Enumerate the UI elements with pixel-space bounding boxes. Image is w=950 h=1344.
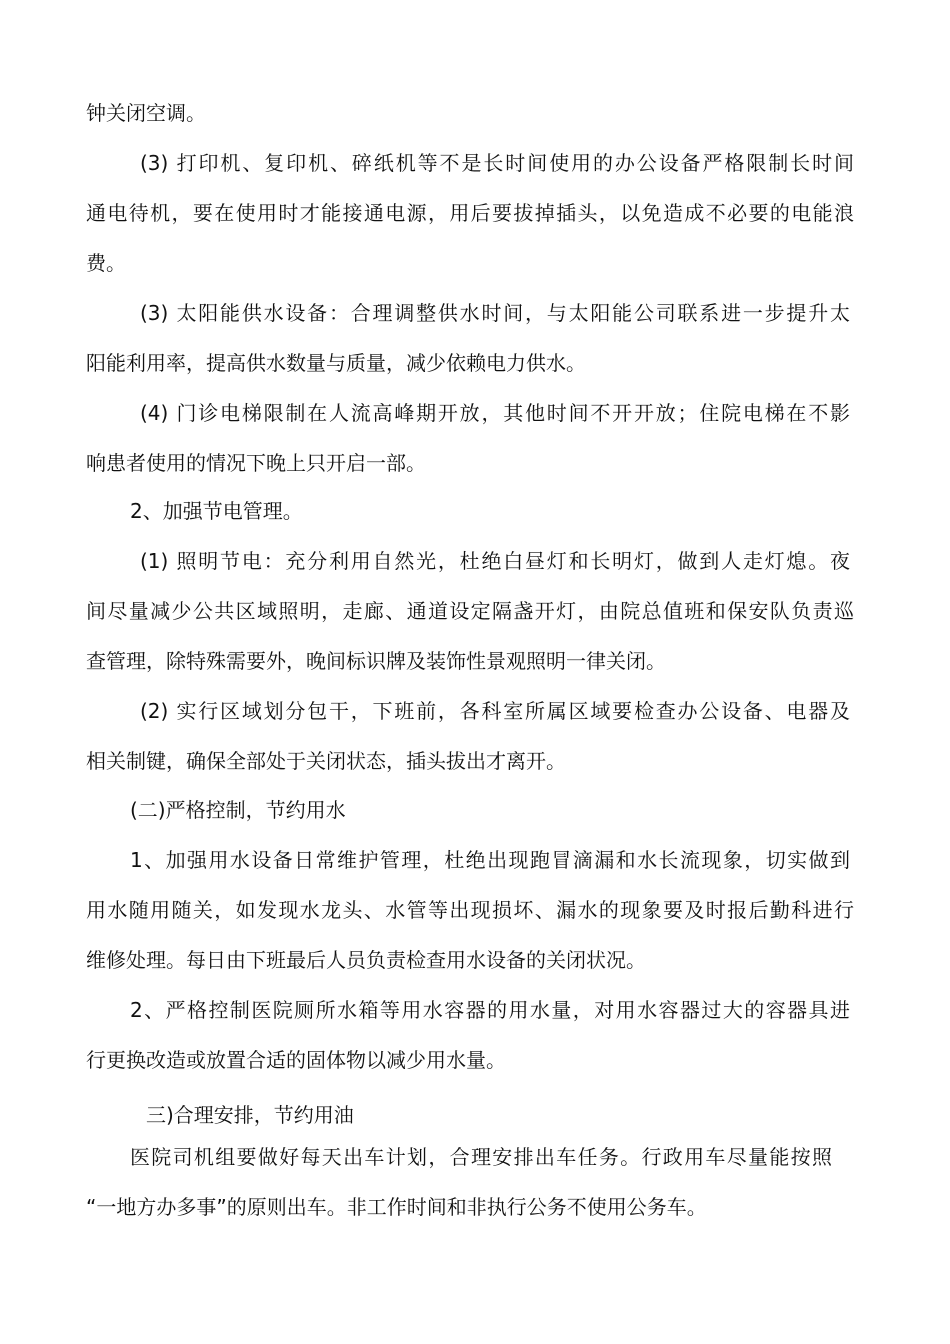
line-text: 通电待机，要在使用时才能接通电源，用后要拔掉插头，以免造成不必要的电能浪 <box>86 201 854 225</box>
line-text: 响患者使用的情况下晚上只开启一部。 <box>86 451 426 475</box>
text-line <box>0 196 950 230</box>
text-line <box>0 744 950 778</box>
text-line <box>0 644 950 678</box>
line-text: 间尽量减少公共区域照明，走廊、通道设定隔盏开灯，由院总值班和保安队负责巡 <box>86 599 854 623</box>
text-line <box>0 296 950 330</box>
line-text: 2、严格控制医院厕所水箱等用水容器的用水量，对用水容器过大的容器具进 <box>130 998 850 1022</box>
text-line <box>0 1140 950 1174</box>
line-text: 查管理，除特殊需要外，晚间标识牌及装饰性景观照明一律关闭。 <box>86 649 666 673</box>
line-text: 医院司机组要做好每天出车计划，合理安排出车任务。行政用车尽量能按照 <box>130 1145 832 1169</box>
line-text: 阳能利用率，提高供水数量与质量，减少依赖电力供水。 <box>86 351 586 375</box>
line-text: (2) 实行区域划分包干，下班前，各科室所属区域要检查办公设备、电器及 <box>140 699 850 723</box>
line-text: 费。 <box>86 251 126 275</box>
text-line <box>0 1098 950 1132</box>
section-heading: 三)合理安排，节约用油 <box>146 1103 354 1127</box>
text-line <box>0 96 950 130</box>
text-line <box>0 993 950 1027</box>
line-text: (1) 照明节电：充分利用自然光，杜绝白昼灯和长明灯，做到人走灯熄。夜 <box>140 549 850 573</box>
line-text: 1、加强用水设备日常维护管理，杜绝出现跑冒滴漏和水长流现象，切实做到 <box>130 848 850 872</box>
text-line <box>0 1190 950 1224</box>
line-text: 用水随用随关，如发现水龙头、水管等出现损坏、漏水的现象要及时报后勤科进行 <box>86 898 854 922</box>
section-heading: (二)严格控制，节约用水 <box>130 798 346 822</box>
text-line <box>0 893 950 927</box>
line-text: 钟关闭空调。 <box>86 101 206 125</box>
text-line <box>0 396 950 430</box>
text-line <box>0 246 950 280</box>
text-line <box>0 1043 950 1077</box>
line-text: (4) 门诊电梯限制在人流高峰期开放，其他时间不开开放；住院电梯在不影 <box>140 401 850 425</box>
line-text: 维修处理。每日由下班最后人员负责检查用水设备的关闭状况。 <box>86 948 646 972</box>
text-line <box>0 544 950 578</box>
text-line <box>0 494 950 528</box>
text-line <box>0 446 950 480</box>
line-text: “一地方办多事”的原则出车。非工作时间和非执行公务不使用公务车。 <box>86 1195 707 1219</box>
text-line <box>0 594 950 628</box>
line-text: 行更换改造或放置合适的固体物以减少用水量。 <box>86 1048 506 1072</box>
line-text: (3) 打印机、复印机、碎纸机等不是长时间使用的办公设备严格限制长时间 <box>140 151 854 175</box>
line-text: (3) 太阳能供水设备：合理调整供水时间，与太阳能公司联系进一步提升太 <box>140 301 850 325</box>
text-line <box>0 793 950 827</box>
line-text: 相关制键，确保全部处于关闭状态，插头拔出才离开。 <box>86 749 566 773</box>
text-line <box>0 346 950 380</box>
text-line <box>0 146 950 180</box>
text-line <box>0 843 950 877</box>
text-line <box>0 943 950 977</box>
text-line <box>0 694 950 728</box>
line-text: 2、加强节电管理。 <box>130 499 303 523</box>
